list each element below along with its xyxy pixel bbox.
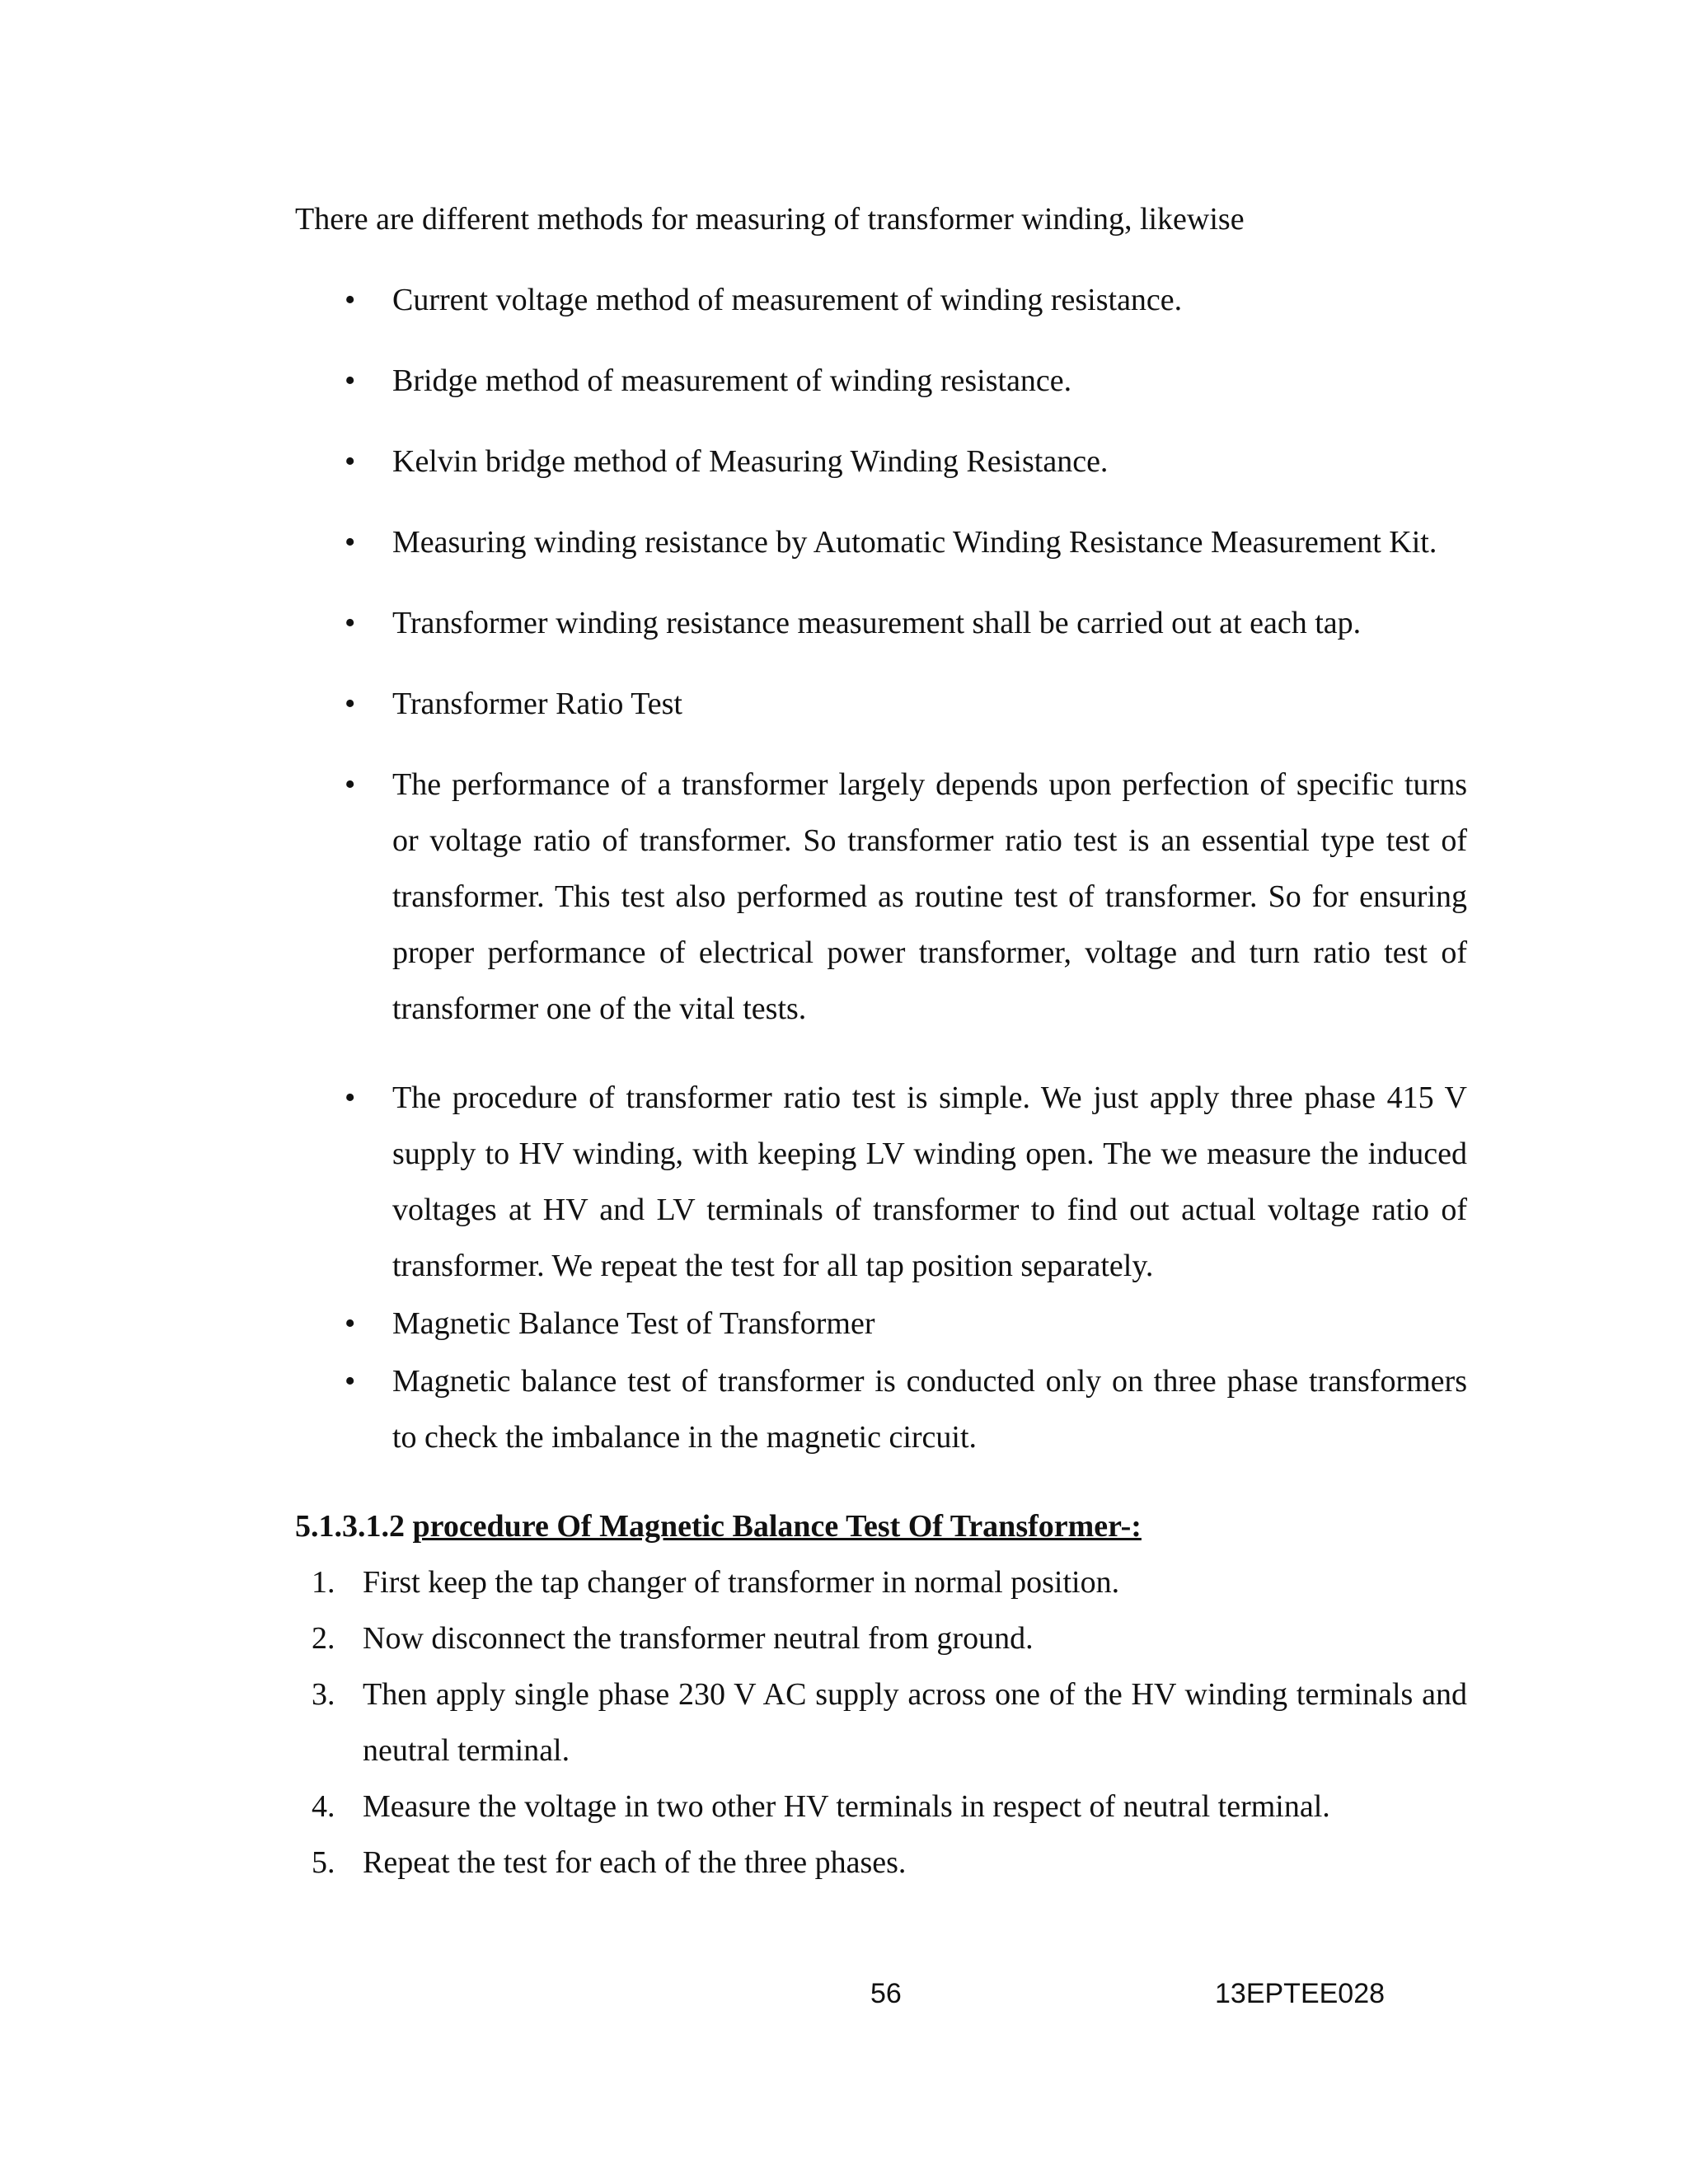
step-text: Now disconnect the transformer neutral from ground. (363, 1621, 1034, 1656)
list-item-text: Magnetic balance test of transformer is conducted only on three phase transformers to check the imbalance in the magnetic circuit. (392, 1364, 1467, 1455)
list-item (295, 595, 1467, 651)
list-item (295, 1610, 1467, 1666)
procedure-steps-list (295, 1554, 1467, 1891)
bullet-icon: • (345, 1306, 356, 1341)
list-item (295, 353, 1467, 409)
list-item (295, 272, 1467, 328)
section-heading (295, 1498, 1467, 1554)
list-item (295, 514, 1467, 570)
list-item-text: Bridge method of measurement of winding resistance. (392, 363, 1072, 398)
step-text: Then apply single phase 230 V AC supply across one of the HV winding terminals and neutral terminal. (363, 1677, 1467, 1768)
list-item (295, 1070, 1467, 1294)
bullet-icon: • (345, 525, 356, 560)
bullet-icon: • (345, 767, 356, 802)
list-item-text: The procedure of transformer ratio test is simple. We just apply three phase 415 V supply to HV winding, with keeping LV winding open. The we measure the induced voltages at HV and LV terminals of transformer to find out actual voltage ratio of transformer. We repeat the test for all tap position separately. (392, 1080, 1467, 1283)
list-item (295, 676, 1467, 732)
list-item (295, 1296, 1467, 1352)
list-item-text: Measuring winding resistance by Automatic Winding Resistance Measurement Kit. (392, 525, 1437, 560)
page-number: 56 (870, 1978, 902, 2009)
step-number: 4. (312, 1789, 335, 1824)
list-item-text: Kelvin bridge method of Measuring Winding Resistance. (392, 444, 1109, 479)
list-item-text: Current voltage method of measurement of winding resistance. (392, 283, 1183, 317)
list-item (295, 1835, 1467, 1891)
list-item (295, 1779, 1467, 1835)
methods-bullet-list (295, 272, 1467, 1465)
bullet-icon: • (345, 1364, 356, 1399)
list-item (295, 757, 1467, 1037)
page-body (295, 191, 1467, 1891)
step-number: 2. (312, 1621, 335, 1656)
step-number: 5. (312, 1845, 335, 1880)
step-text: Measure the voltage in two other HV terminals in respect of neutral terminal. (363, 1789, 1330, 1824)
section-number: 5.1.3.1.2 (295, 1509, 405, 1544)
list-item (295, 1666, 1467, 1779)
intro-paragraph: There are different methods for measuring of transformer winding, likewise (295, 202, 1245, 237)
list-item-text: Magnetic Balance Test of Transformer (392, 1306, 875, 1341)
bullet-icon: • (345, 444, 356, 479)
list-item-text: Transformer winding resistance measurement shall be carried out at each tap. (392, 606, 1362, 640)
bullet-icon: • (345, 687, 356, 721)
list-item (295, 1554, 1467, 1610)
list-item (295, 1353, 1467, 1465)
document-code: 13EPTEE028 (1215, 1978, 1386, 2009)
bullet-icon: • (345, 283, 356, 317)
section-title: procedure Of Magnetic Balance Test Of Transformer-: (412, 1509, 1142, 1544)
list-item-text: Transformer Ratio Test (392, 687, 682, 721)
bullet-icon: • (345, 363, 356, 398)
step-text: First keep the tap changer of transformer in normal position. (363, 1565, 1120, 1600)
step-number: 3. (312, 1677, 335, 1712)
step-number: 1. (312, 1565, 335, 1600)
bullet-icon: • (345, 606, 356, 640)
bullet-icon: • (345, 1080, 356, 1115)
step-text: Repeat the test for each of the three phases. (363, 1845, 907, 1880)
list-item (295, 434, 1467, 490)
list-item-text: The performance of a transformer largely depends upon perfection of specific turns or voltage ratio of transformer. So transformer ratio test is an essential type test of transformer. This test also performed as routine test of transformer. So for ensuring proper performance of electrical power transformer, voltage and turn ratio test of transformer one of the vital tests. (392, 767, 1467, 1026)
